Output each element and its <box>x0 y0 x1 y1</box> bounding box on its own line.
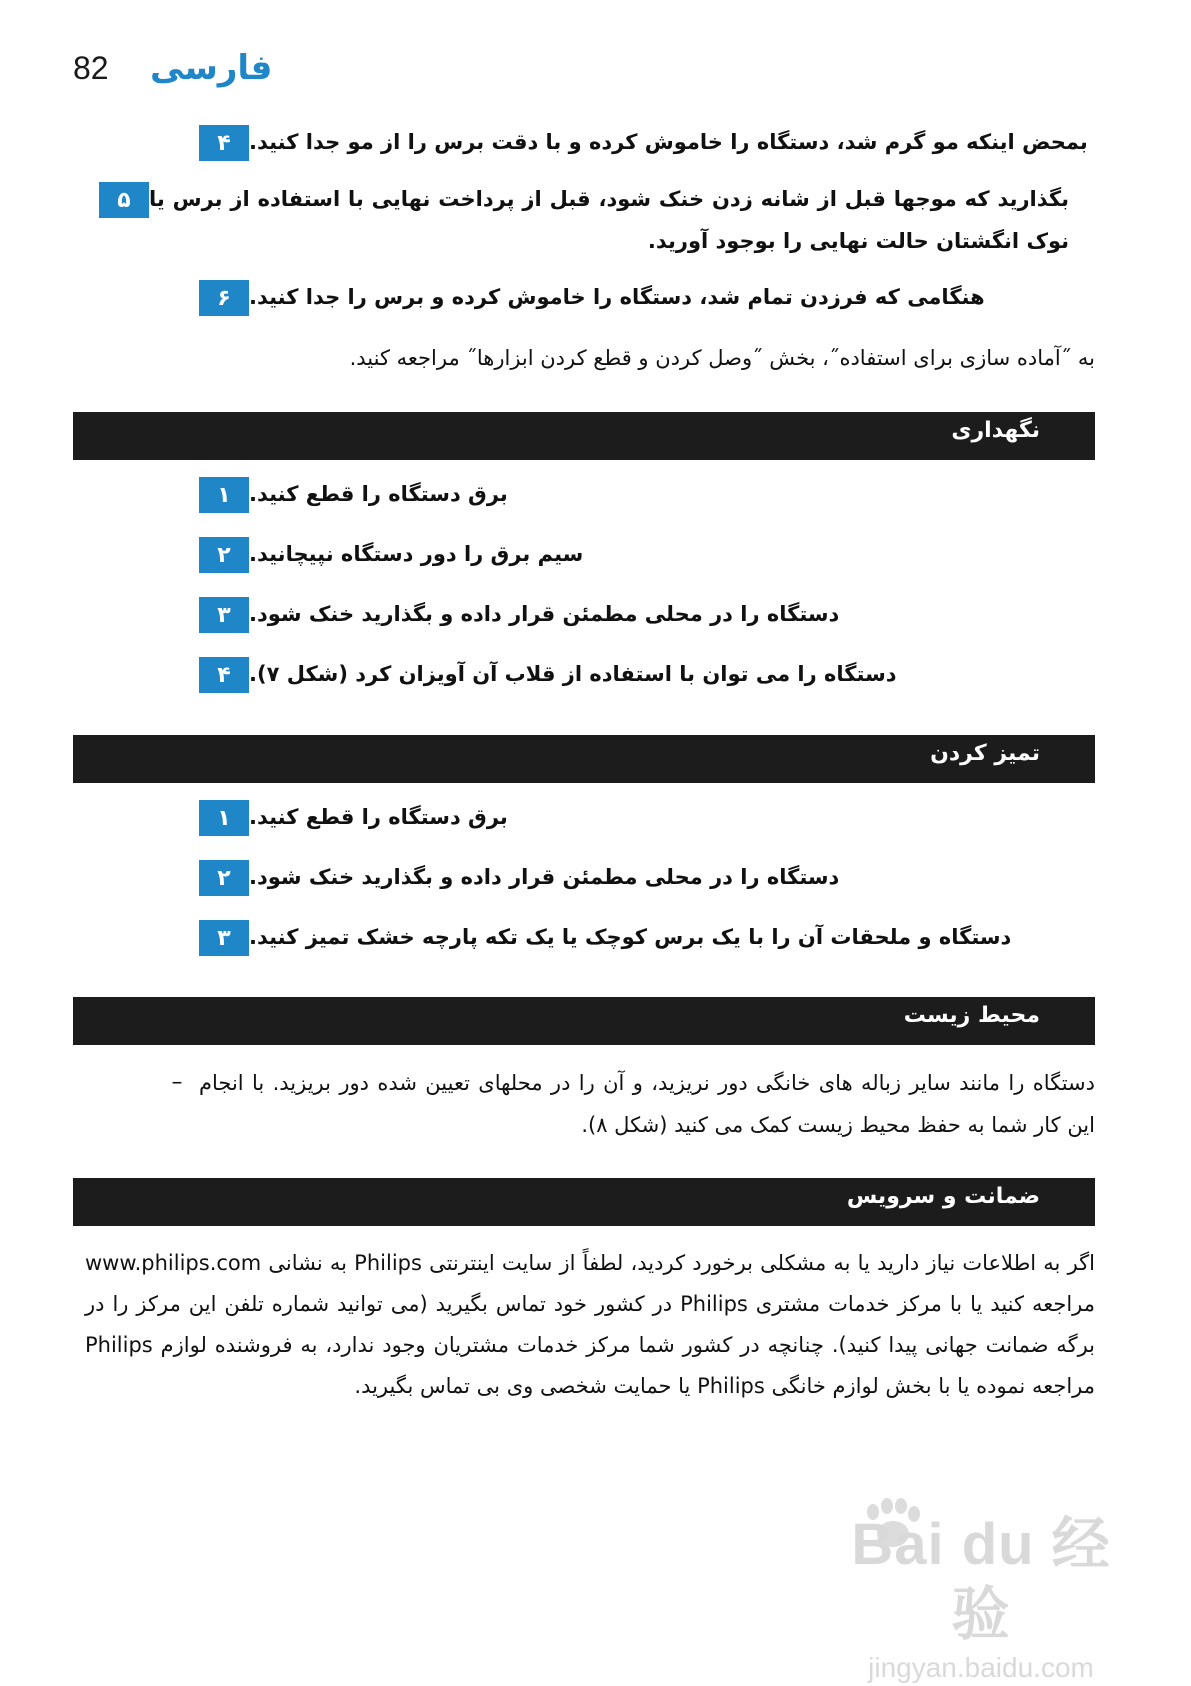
cleaning-step-1 <box>195 800 1095 838</box>
environment-bullet <box>135 1062 1095 1146</box>
step-4-heating <box>195 125 1095 163</box>
watermark-main: Bai du 经验 <box>851 1512 1111 1647</box>
section-title: تمیز کردن <box>930 741 1040 766</box>
section-bar-cleaning <box>73 735 1095 783</box>
bullet-text: دستگاه را مانند سایر زباله های خانگی دور نریزید، و آن را در محلهای تعیین شده دور بریزید. با انجام این کار شما به حفظ محیط زیست کمک می کنید (شکل ۸). <box>199 1071 1095 1137</box>
step-text: برق دستگاه را قطع کنید. <box>249 482 508 506</box>
step-text: بمحض اینکه مو گرم شد، دستگاه را خاموش کرده و با دقت برس را از مو جدا کنید. <box>249 130 1088 154</box>
step-text: دستگاه را در محلی مطمئن قرار داده و بگذارید خنک شود. <box>249 865 840 889</box>
page-number: 82 <box>73 50 109 86</box>
section-title: ضمانت و سرویس <box>846 1184 1040 1209</box>
section-title: محیط زیست <box>903 1003 1040 1028</box>
step-text: هنگامی که فرزدن تمام شد، دستگاه را خاموش کرده و برس را جدا کنید. <box>249 285 985 309</box>
language-title: فارسی <box>150 48 273 88</box>
section-bar-guarantee <box>73 1178 1095 1226</box>
step-number: ۳ <box>199 920 249 956</box>
step-number: ۴ <box>199 657 249 693</box>
cleaning-step-3 <box>195 920 1095 958</box>
step-text: بگذارید که موجها قبل از شانه زدن خنک شود، قبل از پرداخت نهایی با استفاده از برس یا نوک انگشتان حالت نهایی را بوجود آورید. <box>149 187 1069 253</box>
top-note: به ˝آماده سازی برای استفاده˝، بخش ˝وصل کردن و قطع کردن ابزارها˝ مراجعه کنید. <box>349 346 1095 370</box>
guarantee-paragraph: اگر به اطلاعات نیاز دارید یا به مشکلی برخورد کردید، لطفاً از سایت اینترنتی Philips به نشانی www.philips.com مراجعه کنید یا با مرکز خدمات مشتری Philips در کشور خود تماس بگیرید (می توانید شماره تلفن این مرکز را در برگه ضمانت جهانی پیدا کنید). چنانچه در کشور شما مرکز خدمات مشتریان وجود ندارد، به فروشنده لوازم Philips مراجعه نموده یا با بخش لوازم خانگی Philips یا حمایت شخصی وی بی تماس بگیرید. <box>85 1251 1095 1398</box>
watermark-sub: jingyan.baidu.com <box>868 1652 1094 1683</box>
baidu-watermark <box>841 1510 1121 1683</box>
storage-step-1 <box>195 477 1095 515</box>
section-bar-environment <box>73 997 1095 1045</box>
step-number: ۱ <box>199 477 249 513</box>
cleaning-step-2 <box>195 860 1095 898</box>
step-5-cool <box>95 182 1095 262</box>
step-text: دستگاه را می توان با استفاده از قلاب آن آویزان کرد (شکل ۷). <box>249 662 897 686</box>
section-bar-storage <box>73 412 1095 460</box>
step-number: ۱ <box>199 800 249 836</box>
storage-step-3 <box>195 597 1095 635</box>
storage-step-4 <box>195 657 1095 695</box>
step-text: دستگاه را در محلی مطمئن قرار داده و بگذارید خنک شود. <box>249 602 840 626</box>
step-number: ۳ <box>199 597 249 633</box>
step-number: ۲ <box>199 537 249 573</box>
step-text: دستگاه و ملحقات آن را با یک برس کوچک یا یک تکه پارچه خشک تمیز کنید. <box>249 925 1012 949</box>
step-text: برق دستگاه را قطع کنید. <box>249 805 508 829</box>
step-text: سیم برق را دور دستگاه نپیچانید. <box>249 542 584 566</box>
step-number: ۴ <box>199 125 249 161</box>
step-number: ۶ <box>199 280 249 316</box>
step-6-finish <box>195 280 1095 318</box>
storage-step-2 <box>195 537 1095 575</box>
step-number: ۵ <box>99 182 149 218</box>
section-title: نگهداری <box>951 418 1040 443</box>
step-number: ۲ <box>199 860 249 896</box>
bullet-dash: – <box>171 1070 183 1095</box>
